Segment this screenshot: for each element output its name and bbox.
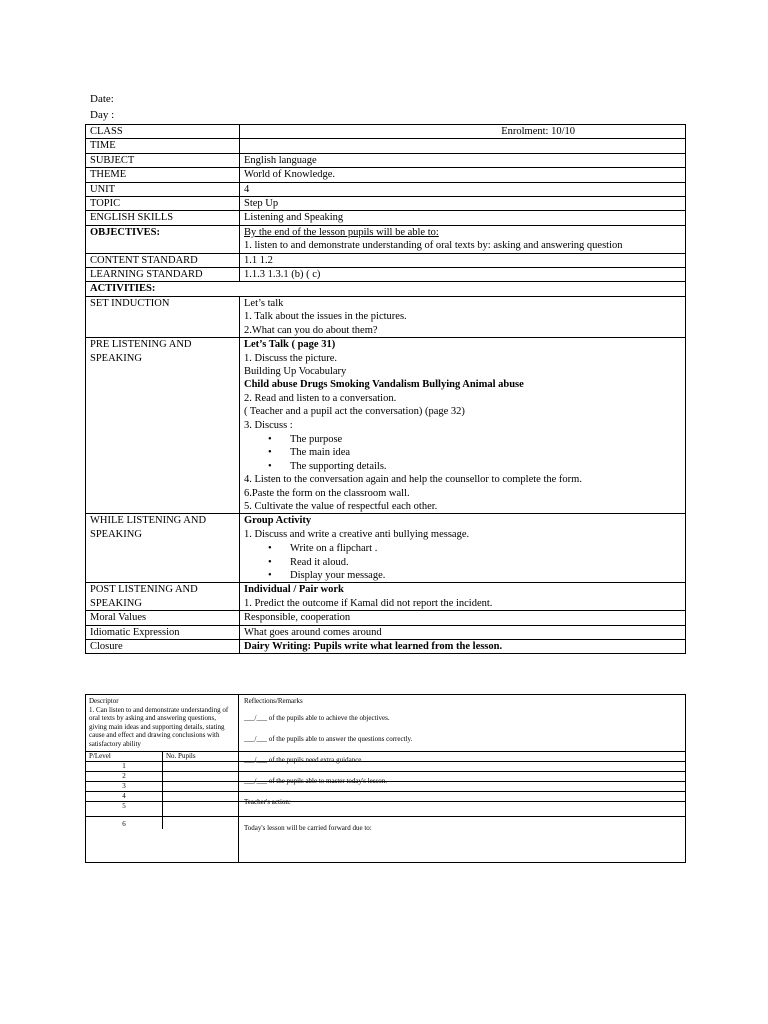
- discuss-bullets: [244, 433, 681, 473]
- lesson-plan-table: [85, 124, 686, 654]
- pupil-count-cell: [163, 771, 687, 781]
- closure-label: Closure: [86, 640, 240, 654]
- idiomatic-label: Idiomatic Expression: [86, 625, 240, 639]
- learning-standard-value: 1.1.3 1.3.1 (b) ( c): [240, 268, 686, 282]
- table-row: [86, 791, 686, 801]
- skills-label: ENGLISH SKILLS: [86, 211, 240, 225]
- pupils-column-header: No. Pupils: [163, 751, 687, 761]
- message-bullets: [244, 542, 681, 582]
- level-cell: 3: [86, 781, 163, 791]
- list-item: • The purpose: [268, 433, 681, 446]
- table-row: [86, 139, 686, 153]
- pre-line: ( Teacher and a pupil act the conversation) (page 32): [244, 406, 465, 418]
- topic-value: Step Up: [240, 197, 686, 211]
- table-row: [86, 182, 686, 196]
- pupil-count-cell: [163, 816, 687, 829]
- while-listening-label: WHILE LISTENING AND SPEAKING: [86, 514, 240, 583]
- level-column-header: P/Level: [86, 751, 163, 761]
- class-label: CLASS: [86, 125, 240, 139]
- table-row: [86, 514, 686, 583]
- table-row: [86, 282, 686, 296]
- reflection-line: ___/___ of the pupils able to answer the questions correctly.: [244, 734, 413, 743]
- content-standard-value: 1.1 1.2: [240, 253, 686, 267]
- pre-line: 2. Read and listen to a conversation.: [244, 392, 397, 404]
- table-row: [86, 625, 686, 639]
- level-cell: 6: [86, 816, 163, 829]
- set-line: 1. Talk about the issues in the pictures.: [244, 311, 407, 323]
- table-row: [86, 771, 686, 781]
- level-cell: 1: [86, 761, 163, 771]
- objectives-value: [240, 225, 686, 253]
- list-item: • The supporting details.: [268, 460, 681, 473]
- pre-listening-value: [240, 338, 686, 514]
- activities-heading: ACTIVITIES:: [86, 282, 686, 296]
- date-label: Date:: [90, 93, 114, 105]
- table-row: [86, 211, 686, 225]
- level-cell: 4: [86, 791, 163, 801]
- reflection-line: ___/___ of the pupils need extra guidance.: [244, 755, 364, 764]
- subject-label: SUBJECT: [86, 153, 240, 167]
- pre-line: 3. Discuss :: [244, 419, 293, 431]
- set-line: Let’s talk: [244, 297, 284, 309]
- table-row: [86, 338, 686, 514]
- day-label: Day :: [90, 109, 115, 121]
- skills-value: Listening and Speaking: [240, 211, 686, 225]
- reflections-title: Reflections/Remarks: [244, 697, 303, 705]
- pre-line: 4. Listen to the conversation again and help the counsellor to complete the form.: [244, 474, 582, 486]
- pupil-count-cell: [163, 801, 687, 816]
- while-title: Group Activity: [244, 515, 312, 527]
- topic-label: TOPIC: [86, 197, 240, 211]
- list-item: • Write on a flipchart .: [268, 542, 681, 555]
- table-row: [86, 225, 686, 253]
- theme-value: World of Knowledge.: [240, 168, 686, 182]
- list-item: • Display your message.: [268, 569, 681, 582]
- unit-label: UNIT: [86, 182, 240, 196]
- vocabulary-list: Child abuse Drugs Smoking Vandalism Bullying Animal abuse: [244, 379, 524, 391]
- pupil-count-cell: [163, 761, 687, 771]
- descriptor-text: 1. Can listen to and demonstrate understanding of oral texts by asking and answering questions, giving main ideas and supporting details, stating cause and effect and drawing conclusions with satisfactory ability: [89, 705, 229, 748]
- pre-line: 6.Paste the form on the classroom wall.: [244, 487, 410, 499]
- moral-values-value: Responsible, cooperation: [240, 611, 686, 625]
- pupil-count-cell: [163, 791, 687, 801]
- moral-values-label: Moral Values: [86, 611, 240, 625]
- post-title: Individual / Pair work: [244, 584, 344, 596]
- descriptor-title: Descriptor: [89, 697, 119, 705]
- list-item: • The main idea: [268, 446, 681, 459]
- learning-standard-label: LEARNING STANDARD: [86, 268, 240, 282]
- table-row: [86, 296, 686, 337]
- pupil-count-cell: [163, 781, 687, 791]
- teacher-action-label: Teacher's action:: [244, 797, 291, 806]
- reflection-line: ___/___ of the pupils able to master today's lesson.: [244, 776, 387, 785]
- post-line: 1. Predict the outcome if Kamal did not report the incident.: [244, 597, 493, 609]
- post-listening-value: [240, 583, 686, 611]
- table-row: [86, 781, 686, 791]
- theme-label: THEME: [86, 168, 240, 182]
- level-cell: 2: [86, 771, 163, 781]
- objectives-label: OBJECTIVES:: [86, 225, 240, 253]
- enrolment-value: Enrolment: 10/10: [240, 125, 686, 139]
- unit-value: 4: [240, 182, 686, 196]
- assessment-table: [85, 694, 686, 863]
- pre-listening-label: PRE LISTENING AND SPEAKING: [86, 338, 240, 514]
- pre-line: 5. Cultivate the value of respectful each other.: [244, 500, 438, 512]
- post-listening-label: POST LISTENING AND SPEAKING: [86, 583, 240, 611]
- table-row: [86, 801, 686, 816]
- while-listening-value: [240, 514, 686, 583]
- table-row: [86, 268, 686, 282]
- level-cell: 5: [86, 801, 163, 816]
- pre-line: Building Up Vocabulary: [244, 365, 347, 377]
- time-label: TIME: [86, 139, 240, 153]
- while-line: 1. Discuss and write a creative anti bullying message.: [244, 528, 470, 540]
- closure-value: Dairy Writing: Pupils write what learned from the lesson.: [240, 640, 686, 654]
- set-induction-label: SET INDUCTION: [86, 296, 240, 337]
- set-line: 2.What can you do about them?: [244, 324, 378, 336]
- list-item: • Read it aloud.: [268, 556, 681, 569]
- descriptor-cell: [86, 695, 239, 863]
- table-row: [86, 751, 686, 761]
- table-row: [86, 253, 686, 267]
- pre-title: Let’s Talk ( page 31): [244, 339, 336, 351]
- table-row: [86, 816, 686, 829]
- idiomatic-value: What goes around comes around: [240, 625, 686, 639]
- table-row: [86, 168, 686, 182]
- performance-level-table: [86, 751, 686, 829]
- carried-forward-label: Today's lesson will be carried forward due to:: [244, 824, 372, 833]
- reflection-line: ___/___ of the pupils able to achieve the objectives.: [244, 713, 390, 722]
- table-row: [86, 197, 686, 211]
- set-induction-value: [240, 296, 686, 337]
- objectives-intro: By the end of the lesson pupils will be able to:: [244, 226, 439, 238]
- content-standard-label: CONTENT STANDARD: [86, 253, 240, 267]
- table-row: [86, 761, 686, 771]
- pre-line: 1. Discuss the picture.: [244, 352, 338, 364]
- table-row: [86, 640, 686, 654]
- table-row: [86, 125, 686, 139]
- table-row: [86, 153, 686, 167]
- table-row: [86, 611, 686, 625]
- time-value: [240, 139, 686, 153]
- table-row: [86, 583, 686, 611]
- objectives-item: 1. listen to and demonstrate understanding of oral texts by: asking and answering question: [244, 240, 623, 252]
- descriptor-block: [86, 695, 238, 751]
- subject-value: English language: [240, 153, 686, 167]
